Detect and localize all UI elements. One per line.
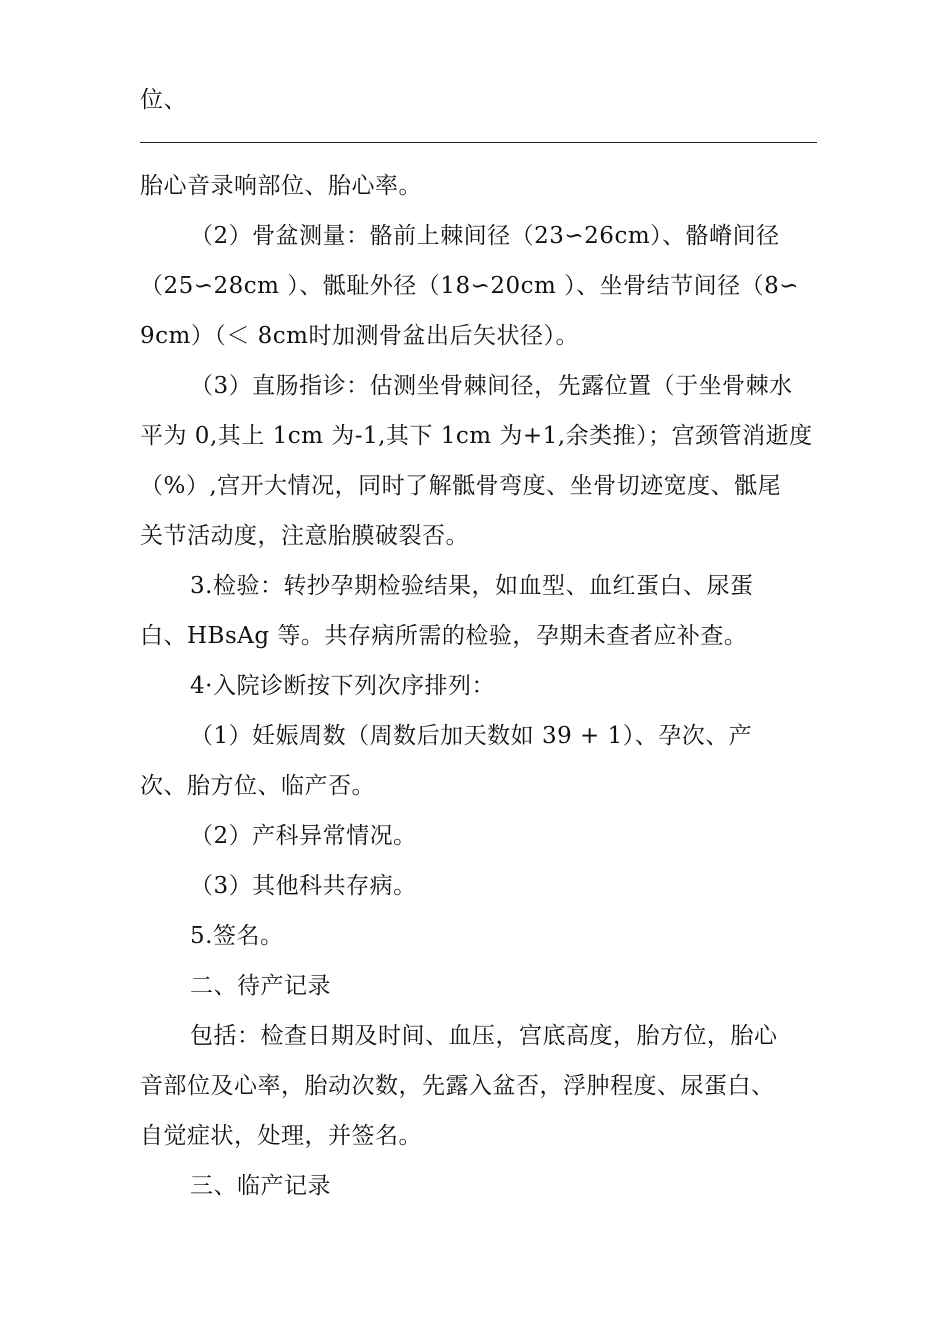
text-line: 位、 [140, 87, 187, 113]
text-line: 9cm）（＜ 8cm时加测骨盆出后矢状径）。 [140, 323, 579, 349]
text-line: 音部位及心率，胎动次数，先露入盆否，浮肿程度、尿蛋白、 [140, 1073, 775, 1099]
section-heading: 二、待产记录 [190, 973, 331, 999]
text-line: （25∽28cm ）、骶耻外径（18∽20cm ）、坐骨结节间径（8∽ [140, 273, 800, 299]
text-line: 白、HBsAg 等。共存病所需的检验，孕期未查者应补查。 [140, 623, 748, 649]
paragraph-lab-tests: 3.检验：转抄孕期检验结果，如血型、血红蛋白、尿蛋 [190, 573, 754, 599]
paragraph-rectal-exam: （3）直肠指诊：估测坐骨棘间径，先露位置（于坐骨棘水 [190, 373, 793, 399]
list-item: （3）其他科共存病。 [190, 873, 417, 899]
paragraph-signature: 5.签名。 [190, 923, 284, 949]
text-line: 平为 0,其上 1cm 为-1,其下 1cm 为+1,余类推）；宫颈管消逝度 [140, 423, 813, 449]
text-line: 关节活动度，注意胎膜破裂否。 [140, 523, 469, 549]
paragraph-pelvic-measurement: （2）骨盆测量：骼前上棘间径（23∽26cm）、骼嵴间径 [190, 223, 780, 249]
text-line: 自觉症状，处理，并签名。 [140, 1123, 422, 1149]
text-line: （%）,宫开大情况，同时了解骶骨弯度、坐骨切迹宽度、骶尾 [140, 473, 782, 499]
text-line: 胎心音录响部位、胎心率。 [140, 173, 422, 199]
list-item: （2）产科异常情况。 [190, 823, 417, 849]
section-heading: 三、临产记录 [190, 1173, 331, 1199]
paragraph-labor-waiting-record: 包括：检查日期及时间、血压，宫底高度，胎方位，胎心 [190, 1023, 778, 1049]
list-item: （1）妊娠周数（周数后加天数如 39 + 1）、孕次、产 [190, 723, 753, 749]
text-line: 次、胎方位、临产否。 [140, 773, 375, 799]
horizontal-rule [140, 142, 817, 143]
paragraph-admission-diagnosis: 4·入院诊断按下列次序排列： [190, 673, 495, 699]
